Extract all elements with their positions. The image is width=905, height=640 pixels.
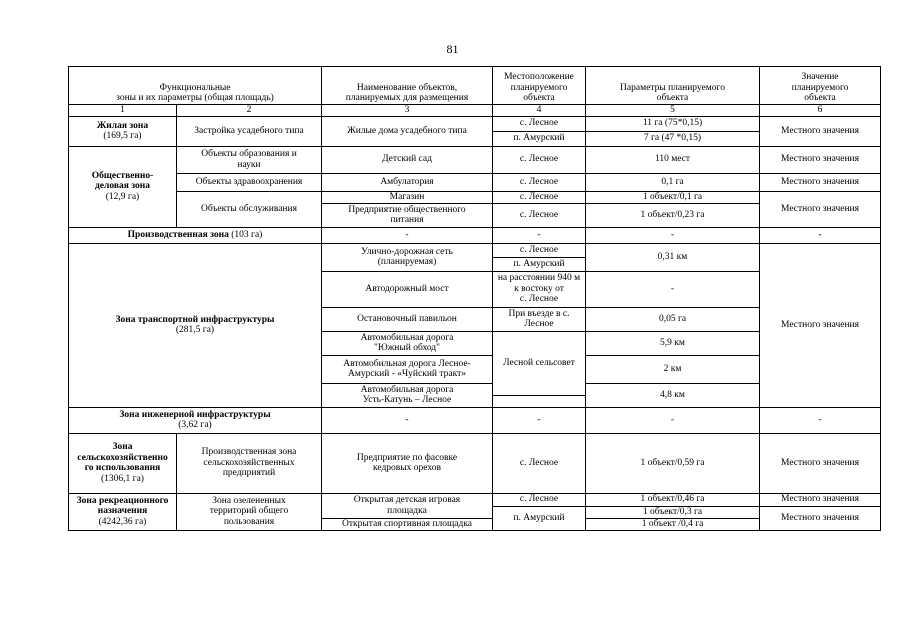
header-objects: Наименование объектов, планируемых для размещения xyxy=(322,67,493,105)
location-cell: с. Лесное xyxy=(493,493,586,506)
table-row xyxy=(69,191,881,203)
location-cell: При въезде в с. Лесное xyxy=(493,307,586,331)
table-row xyxy=(69,146,881,173)
significance-cell: Местного значения xyxy=(760,191,881,227)
header-row xyxy=(69,67,881,105)
location-cell: п. Амурский xyxy=(493,257,586,271)
object-cell: Амбулатория xyxy=(322,173,493,191)
parameter-cell: 0,05 га xyxy=(586,307,760,331)
location-cell: с. Лесное xyxy=(493,203,586,227)
header-location: Местоположение планируемого объекта xyxy=(493,67,586,105)
col-number: 2 xyxy=(177,105,322,117)
object-cell: Остановочный павильон xyxy=(322,307,493,331)
zone-cell-recreational: Зона рекреационного назначения (4242,36 га) xyxy=(69,493,177,530)
parameter-cell: 1 объект/0,1 га xyxy=(586,191,760,203)
col-number: 1 xyxy=(69,105,177,117)
object-cell: Жилые дома усадебного типа xyxy=(322,116,493,146)
significance-cell: Местного значения xyxy=(760,506,881,530)
parameter-cell: 1 объект/0,3 га xyxy=(586,506,760,518)
object-cell: Предприятие по фасовке кедровых орехов xyxy=(322,433,493,493)
location-cell: Лесной сельсовет xyxy=(493,331,586,395)
parameter-cell: 2 км xyxy=(586,355,760,383)
parameter-cell: 1 объект /0,4 га xyxy=(586,518,760,530)
location-cell: - xyxy=(493,227,586,243)
table-row xyxy=(69,433,881,493)
location-cell: п. Амурский xyxy=(493,506,586,530)
planned-objects-table xyxy=(68,66,881,531)
object-cell: Детский сад xyxy=(322,146,493,173)
location-cell: на расстоянии 940 м к востоку от с. Лесное xyxy=(493,271,586,307)
header-significance: Значение планируемого объекта xyxy=(760,67,881,105)
zone-cell-transport: Зона транспортной инфраструктуры (281,5 га) xyxy=(69,243,322,407)
significance-cell: - xyxy=(760,407,881,433)
location-cell: с. Лесное xyxy=(493,146,586,173)
object-cell: Улично-дорожная сеть (планируемая) xyxy=(322,243,493,271)
zone-cell-public-business: Общественно- деловая зона (12,9 га) xyxy=(69,146,177,227)
zone-cell-agricultural: Зона сельскохозяйственно го использования (1306,1 га) xyxy=(69,433,177,493)
significance-cell: Местного значения xyxy=(760,116,881,146)
significance-cell: - xyxy=(760,227,881,243)
zone-cell-engineering: Зона инженерной инфраструктуры (3,62 га) xyxy=(69,407,322,433)
location-cell: с. Лесное xyxy=(493,116,586,131)
table-row xyxy=(69,227,881,243)
significance-cell: Местного значения xyxy=(760,433,881,493)
zone-type-cell: Зона озелененных территорий общего пользования xyxy=(177,493,322,530)
object-cell: Открытая спортивная площадка xyxy=(322,518,493,530)
parameter-cell: - xyxy=(586,271,760,307)
location-cell: с. Лесное xyxy=(493,191,586,203)
location-cell: с. Лесное xyxy=(493,243,586,257)
col-number: 6 xyxy=(760,105,881,117)
table-row xyxy=(69,407,881,433)
header-parameters: Параметры планируемого объекта xyxy=(586,67,760,105)
page-number: 81 xyxy=(446,42,459,56)
parameter-cell: 0,31 км xyxy=(586,243,760,271)
table-row xyxy=(69,493,881,506)
table-row xyxy=(69,116,881,131)
location-cell: с. Лесное xyxy=(493,173,586,191)
header-zones: Функциональные зоны и их параметры (общая площадь) xyxy=(69,67,322,105)
zone-type-cell: Производственная зона сельскохозяйственных предприятий xyxy=(177,433,322,493)
zone-type-cell: Объекты образования и науки xyxy=(177,146,322,173)
table-row xyxy=(69,243,881,257)
parameter-cell: 7 га (47 *0,15) xyxy=(586,131,760,146)
object-cell: Магазин xyxy=(322,191,493,203)
zone-type-cell: Застройка усадебного типа xyxy=(177,116,322,146)
parameter-cell: 11 га (75*0,15) xyxy=(586,116,760,131)
parameter-cell: 1 объект/0,23 га xyxy=(586,203,760,227)
zone-cell-industrial: Производственная зона (103 га) xyxy=(69,227,322,243)
zone-type-cell: Объекты обслуживания xyxy=(177,191,322,227)
parameter-cell: 0,1 га xyxy=(586,173,760,191)
zone-type-cell: Объекты здравоохранения xyxy=(177,173,322,191)
zone-cell-residential: Жилая зона (169,5 га) xyxy=(69,116,177,146)
parameter-cell: 5,9 км xyxy=(586,331,760,355)
object-cell: Автомобильная дорога "Южный обход" xyxy=(322,331,493,355)
significance-cell: Местного значения xyxy=(760,173,881,191)
table-row xyxy=(69,173,881,191)
object-cell: Автомобильная дорога Лесное- Амурский - «Чуйский тракт» xyxy=(322,355,493,383)
object-cell: - xyxy=(322,407,493,433)
parameter-cell: 1 объект/0,59 га xyxy=(586,433,760,493)
object-cell: Открытая детская игровая площадка xyxy=(322,493,493,518)
object-cell: - xyxy=(322,227,493,243)
significance-cell: Местного значения xyxy=(760,243,881,407)
col-number: 5 xyxy=(586,105,760,117)
location-cell: с. Лесное xyxy=(493,433,586,493)
parameter-cell: 110 мест xyxy=(586,146,760,173)
parameter-cell: - xyxy=(586,227,760,243)
parameter-cell: - xyxy=(586,407,760,433)
col-number: 4 xyxy=(493,105,586,117)
object-cell: Автодорожный мост xyxy=(322,271,493,307)
object-cell: Предприятие общественного питания xyxy=(322,203,493,227)
parameter-cell: 1 объект/0,46 га xyxy=(586,493,760,506)
location-cell: п. Амурский xyxy=(493,131,586,146)
location-cell: - xyxy=(493,407,586,433)
parameter-cell: 4,8 км xyxy=(586,383,760,407)
significance-cell: Местного значения xyxy=(760,493,881,506)
column-number-row xyxy=(69,105,881,117)
object-cell: Автомобильная дорога Усть-Катунь – Лесное xyxy=(322,383,493,407)
col-number: 3 xyxy=(322,105,493,117)
significance-cell: Местного значения xyxy=(760,146,881,173)
